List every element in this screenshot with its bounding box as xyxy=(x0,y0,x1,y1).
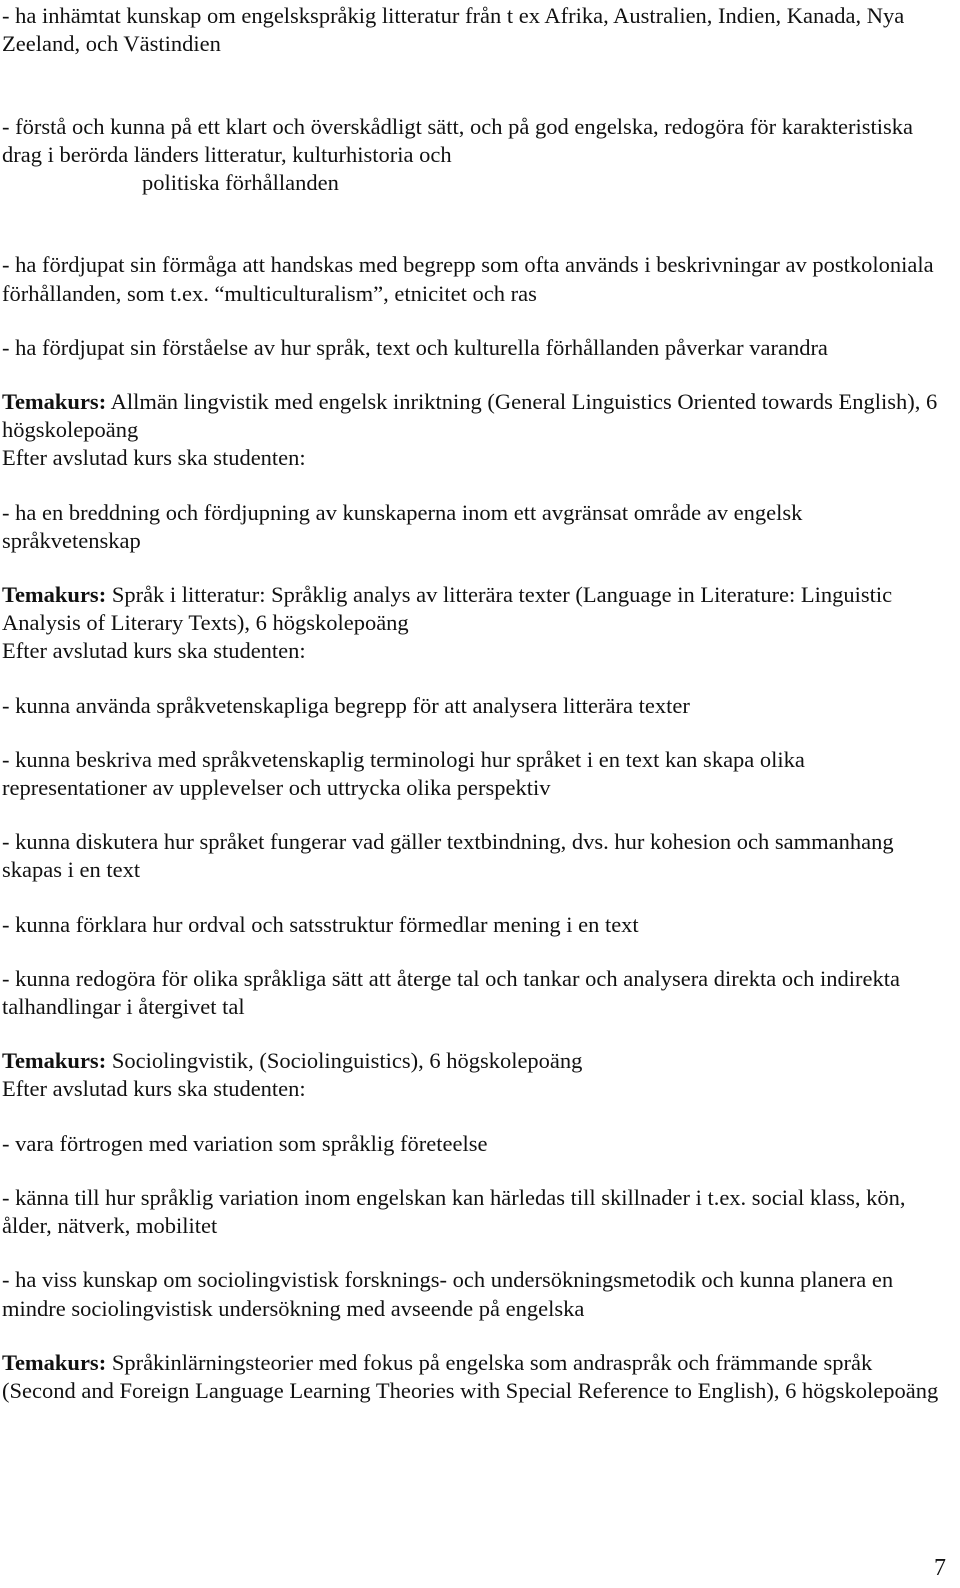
course-language-in-literature xyxy=(2,581,946,666)
course-title xyxy=(2,1349,946,1405)
course-name: Sociolingvistik, (Sociolinguistics), 6 högskolepoäng xyxy=(106,1048,583,1074)
outcome-item: - kunna använda språkvetenskapliga begrepp för att analysera litterära texter xyxy=(2,692,690,718)
goal-literature-knowledge: - ha inhämtat kunskap om engelskspråkig litteratur från t ex Afrika, Australien, Indien, Kanada, Nya Zeeland, och Västindien xyxy=(2,3,905,57)
outcome-item: - känna till hur språklig variation inom engelskan kan härledas till skillnader i t.ex. social klass, kön, ålder, nätverk, mobilitet xyxy=(2,1184,906,1239)
course-title xyxy=(2,1047,946,1075)
course-label: Temakurs: xyxy=(2,582,107,608)
goal-language-culture: - ha fördjupat sin förståelse av hur språk, text och kulturella förhållanden påverkar varandra xyxy=(2,334,828,360)
course-sociolinguistics xyxy=(2,1047,946,1103)
outcome-item: - ha en breddning och fördjupning av kunskaperna inom ett avgränsat område av engelsk språkvetenskap xyxy=(2,499,803,553)
page-number: 7 xyxy=(934,1555,946,1581)
outcome-item: - kunna beskriva med språkvetenskaplig terminologi hur språket i en text kan skapa olika representationer av upplevelser och uttrycka olika perspektiv xyxy=(2,746,805,801)
goal-describe-text: - förstå och kunna på ett klart och överskådligt sätt, och på god engelska, redogöra för karakteristiska drag i berörda länders litteratur, kulturhistoria och xyxy=(2,113,913,167)
course-name: Språkinlärningsteorier med fokus på engelska som andraspråk och främmande språk (Second and Foreign Language Learning Theories with Special Reference to English), 6 högskolepoäng xyxy=(2,1349,939,1403)
goal-postcolonial-concepts: - ha fördjupat sin förmåga att handskas med begrepp som ofta används i beskrivningar av postkoloniala förhållanden, som t.ex. “multiculturalism”, etnicitet och ras xyxy=(2,252,934,306)
course-outcomes-heading: Efter avslutad kurs ska studenten: xyxy=(2,1076,306,1102)
course-name: Allmän lingvistik med engelsk inriktning (General Linguistics Oriented towards English), 6 högskolepoäng xyxy=(2,389,938,443)
outcome-item: - vara förtrogen med variation som språklig företeelse xyxy=(2,1130,488,1156)
course-outcomes-heading: Efter avslutad kurs ska studenten: xyxy=(2,445,306,471)
course-label: Temakurs: xyxy=(2,1349,107,1375)
course-title xyxy=(2,388,946,444)
outcome-item: - kunna diskutera hur språket fungerar vad gäller textbindning, dvs. hur kohesion och sammanhang skapas i en text xyxy=(2,829,894,883)
goal-describe-continuation: politiska förhållanden xyxy=(142,170,339,196)
course-label: Temakurs: xyxy=(2,389,107,415)
course-label: Temakurs: xyxy=(2,1048,107,1074)
outcome-item: - ha viss kunskap om sociolingvistisk forsknings- och undersökningsmetodik och kunna planera en mindre sociolingvistisk undersökning med avseende på engelska xyxy=(2,1267,894,1321)
goal-describe-characteristics xyxy=(2,84,946,225)
outcome-item: - kunna redogöra för olika språkliga sätt att återge tal och tankar och analysera direkta och indirekta talhandlingar i återgivet tal xyxy=(2,965,900,1020)
course-title xyxy=(2,581,946,637)
course-name: Språk i litteratur: Språklig analys av litterära texter (Language in Literature: Linguistic Analysis of Literary Texts), 6 högskolepoäng xyxy=(2,582,893,636)
course-language-learning-theories xyxy=(2,1349,946,1405)
course-general-linguistics xyxy=(2,388,946,473)
course-outcomes-heading: Efter avslutad kurs ska studenten: xyxy=(2,638,306,664)
outcome-item: - kunna förklara hur ordval och satsstruktur förmedlar mening i en text xyxy=(2,911,639,937)
